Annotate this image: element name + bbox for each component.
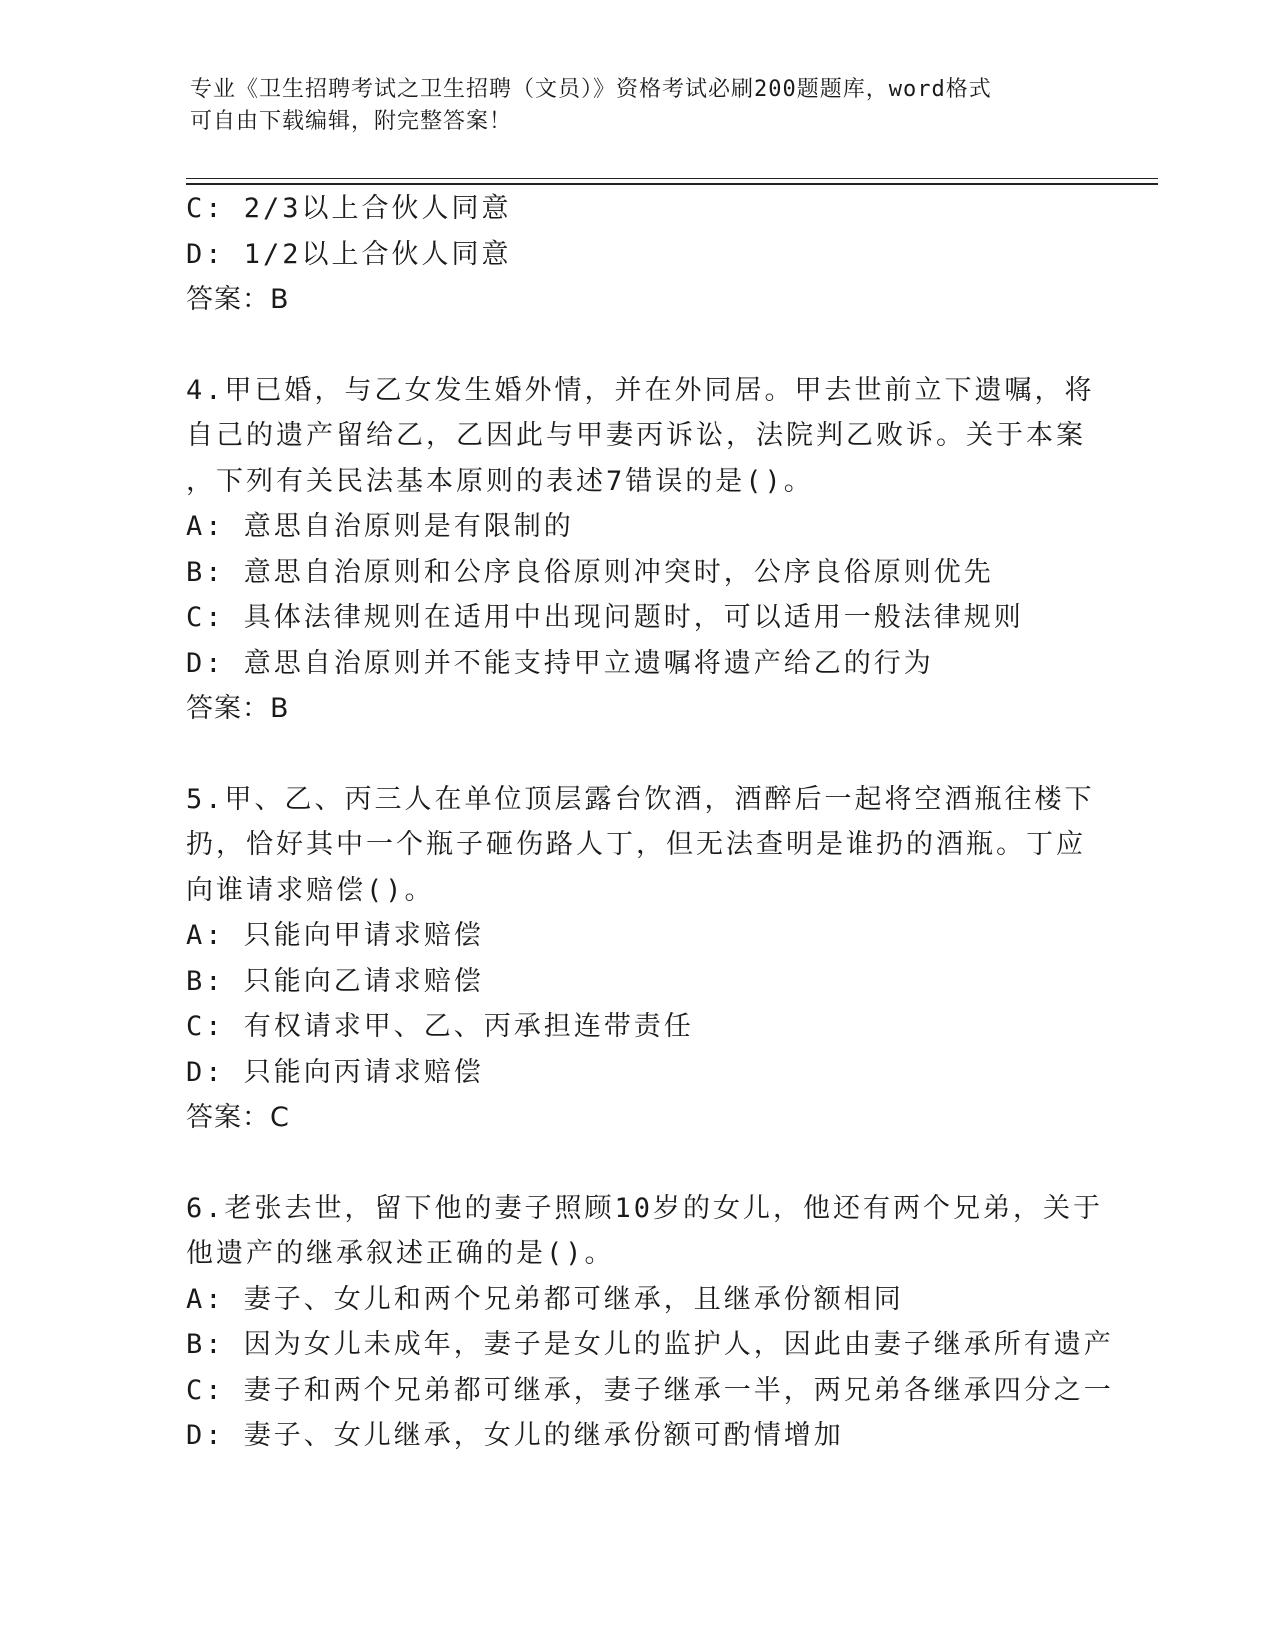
question-list <box>186 186 1114 1459</box>
option-c: C: 有权请求甲、乙、丙承担连带责任 <box>186 1011 694 1042</box>
spacer <box>186 732 1086 777</box>
option-c: C: 2/3以上合伙人同意 <box>186 193 512 224</box>
document-header <box>190 74 1090 138</box>
option-d: D: 妻子、女儿继承，女儿的继承份额可酌情增加 <box>186 1420 844 1451</box>
option-b: B: 只能向乙请求赔偿 <box>186 965 484 997</box>
question-stem: 他遗产的继承叙述正确的是()。 <box>186 1238 615 1269</box>
question-3-tail <box>186 186 1086 323</box>
answer: 答案：B <box>186 284 290 315</box>
question-4 <box>186 368 1095 732</box>
option-d: D: 只能向丙请求赔偿 <box>186 1056 484 1088</box>
question-stem: 扔，恰好其中一个瓶子砸伤路人丁，但无法查明是谁扔的酒瓶。丁应 <box>186 829 1086 860</box>
option-d: D: 意思自治原则并不能支持甲立遗嘱将遗产给乙的行为 <box>186 647 934 679</box>
option-a: A: 只能向甲请求赔偿 <box>186 920 484 951</box>
option-b: B: 因为女儿未成年，妻子是女儿的监护人，因此由妻子继承所有遗产 <box>186 1329 1114 1360</box>
header-title-line-1: 专业《卫生招聘考试之卫生招聘（文员）》资格考试必刷200题题库，word格式 <box>190 77 992 102</box>
question-6 <box>186 1186 1114 1459</box>
question-stem: 自己的遗产留给乙，乙因此与甲妻丙诉讼，法院判乙败诉。关于本案 <box>186 420 1086 451</box>
option-b: B: 意思自治原则和公序良俗原则冲突时，公序良俗原则优先 <box>186 556 994 588</box>
question-stem: 6.老张去世，留下他的妻子照顾10岁的女儿，他还有两个兄弟，关于 <box>186 1192 1104 1224</box>
header-title-line-2: 可自由下载编辑，附完整答案！ <box>190 109 513 134</box>
option-a: A: 意思自治原则是有限制的 <box>186 511 574 542</box>
question-stem: 4.甲已婚，与乙女发生婚外情，并在外同居。甲去世前立下遗嘱，将 <box>186 374 1095 406</box>
option-c: C: 具体法律规则在适用中出现问题时，可以适用一般法律规则 <box>186 602 1024 633</box>
question-5 <box>186 777 1095 1141</box>
header-divider-thin <box>186 178 1158 179</box>
option-c: C: 妻子和两个兄弟都可继承，妻子继承一半，两兄弟各继承四分之一 <box>186 1374 1114 1406</box>
spacer <box>186 1141 1086 1186</box>
question-stem: ，下列有关民法基本原则的表述7错误的是()。 <box>186 465 814 497</box>
answer: 答案：B <box>186 693 290 724</box>
question-stem: 5.甲、乙、丙三人在单位顶层露台饮酒，酒醉后一起将空酒瓶往楼下 <box>186 783 1095 815</box>
answer: 答案：C <box>186 1102 290 1133</box>
option-a: A: 妻子、女儿和两个兄弟都可继承，且继承份额相同 <box>186 1283 904 1315</box>
option-d: D: 1/2以上合伙人同意 <box>186 238 512 270</box>
header-divider-thick <box>186 183 1158 185</box>
question-stem: 向谁请求赔偿()。 <box>186 874 435 906</box>
spacer <box>186 323 1086 368</box>
